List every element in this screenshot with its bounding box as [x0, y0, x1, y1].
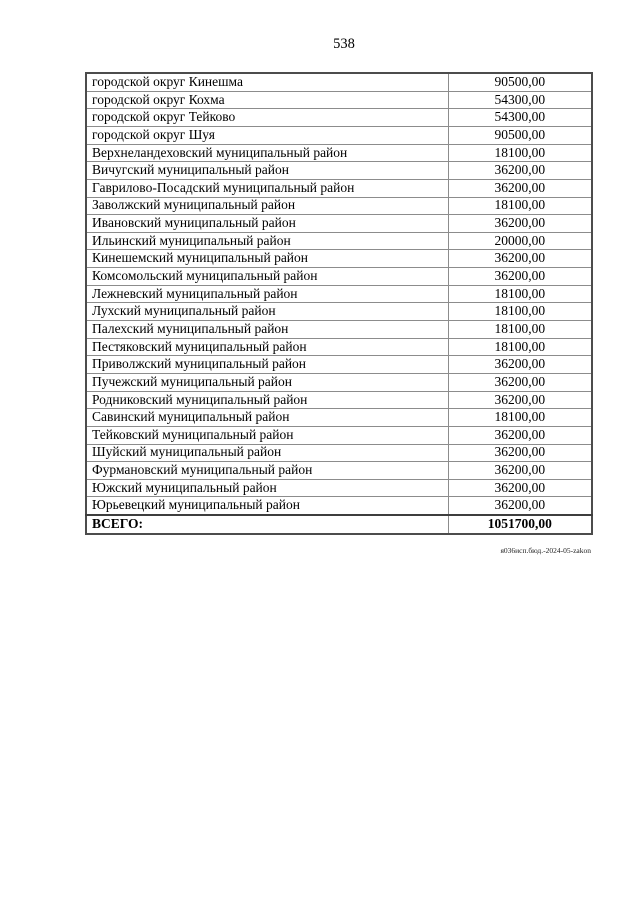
table-row — [86, 91, 592, 109]
page-number: 538 — [333, 36, 355, 52]
table-row — [86, 162, 592, 180]
table-body — [86, 73, 592, 515]
amount-cell: 54300,00 — [448, 109, 592, 127]
amount-cell: 90500,00 — [448, 126, 592, 144]
district-name-cell: Юрьевецкий муниципальный район — [86, 497, 448, 515]
district-name-cell: Гаврилово-Посадский муниципальный район — [86, 179, 448, 197]
amount-cell: 18100,00 — [448, 144, 592, 162]
amount-cell: 36200,00 — [448, 444, 592, 462]
amount-cell: 36200,00 — [448, 373, 592, 391]
table-row — [86, 373, 592, 391]
district-name-cell: городской округ Тейково — [86, 109, 448, 127]
amount-cell: 36200,00 — [448, 426, 592, 444]
total-label-cell: ВСЕГО: — [86, 515, 448, 534]
amount-cell: 36200,00 — [448, 250, 592, 268]
table-row — [86, 126, 592, 144]
amount-cell: 18100,00 — [448, 285, 592, 303]
total-amount-cell: 1051700,00 — [448, 515, 592, 534]
table-row — [86, 338, 592, 356]
amount-cell: 36200,00 — [448, 268, 592, 286]
table-row — [86, 356, 592, 374]
district-name-cell: городской округ Шуя — [86, 126, 448, 144]
district-name-cell: Комсомольский муниципальный район — [86, 268, 448, 286]
table-row — [86, 144, 592, 162]
total-row — [86, 515, 592, 534]
amount-cell: 36200,00 — [448, 497, 592, 515]
district-name-cell: Лежневский муниципальный район — [86, 285, 448, 303]
district-name-cell: Приволжский муниципальный район — [86, 356, 448, 374]
amount-cell: 90500,00 — [448, 73, 592, 91]
allocation-table — [85, 72, 593, 535]
district-name-cell: Палехский муниципальный район — [86, 321, 448, 339]
table-row — [86, 179, 592, 197]
amount-cell: 18100,00 — [448, 197, 592, 215]
amount-cell: 36200,00 — [448, 179, 592, 197]
district-name-cell: Ивановский муниципальный район — [86, 215, 448, 233]
table-row — [86, 462, 592, 480]
district-name-cell: Фурмановский муниципальный район — [86, 462, 448, 480]
amount-cell: 36200,00 — [448, 162, 592, 180]
district-name-cell: Родниковский муниципальный район — [86, 391, 448, 409]
amount-cell: 18100,00 — [448, 321, 592, 339]
amount-cell: 18100,00 — [448, 338, 592, 356]
amount-cell: 18100,00 — [448, 303, 592, 321]
district-name-cell: Пучежский муниципальный район — [86, 373, 448, 391]
table-row — [86, 232, 592, 250]
table-row — [86, 391, 592, 409]
document-code: я036исп.бюд.-2024-05-zakon — [500, 546, 591, 555]
table-row — [86, 321, 592, 339]
district-name-cell: Пестяковский муниципальный район — [86, 338, 448, 356]
amount-cell: 18100,00 — [448, 409, 592, 427]
district-name-cell: Тейковский муниципальный район — [86, 426, 448, 444]
district-name-cell: Лухский муниципальный район — [86, 303, 448, 321]
district-name-cell: Шуйский муниципальный район — [86, 444, 448, 462]
table-row — [86, 303, 592, 321]
table-row — [86, 409, 592, 427]
table-total-body — [86, 515, 592, 534]
table-row — [86, 215, 592, 233]
district-name-cell: Верхнеландеховский муниципальный район — [86, 144, 448, 162]
district-name-cell: Заволжский муниципальный район — [86, 197, 448, 215]
district-name-cell: городской округ Кинешма — [86, 73, 448, 91]
table-row — [86, 444, 592, 462]
table-row — [86, 109, 592, 127]
amount-cell: 36200,00 — [448, 215, 592, 233]
amount-cell: 36200,00 — [448, 462, 592, 480]
table-row — [86, 197, 592, 215]
table-row — [86, 285, 592, 303]
table-row — [86, 73, 592, 91]
district-name-cell: городской округ Кохма — [86, 91, 448, 109]
table-row — [86, 479, 592, 497]
amount-cell: 20000,00 — [448, 232, 592, 250]
table-row — [86, 250, 592, 268]
district-name-cell: Вичугский муниципальный район — [86, 162, 448, 180]
district-name-cell: Ильинский муниципальный район — [86, 232, 448, 250]
amount-cell: 54300,00 — [448, 91, 592, 109]
amount-cell: 36200,00 — [448, 479, 592, 497]
table-row — [86, 268, 592, 286]
amount-cell: 36200,00 — [448, 391, 592, 409]
district-name-cell: Кинешемский муниципальный район — [86, 250, 448, 268]
district-name-cell: Савинский муниципальный район — [86, 409, 448, 427]
district-name-cell: Южский муниципальный район — [86, 479, 448, 497]
amount-cell: 36200,00 — [448, 356, 592, 374]
table-row — [86, 426, 592, 444]
table-row — [86, 497, 592, 515]
